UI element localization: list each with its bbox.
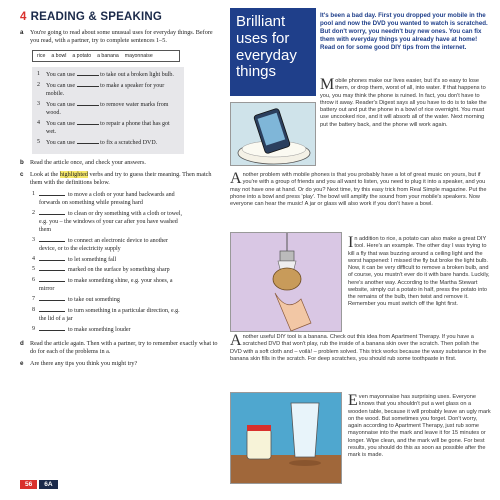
drop-cap: A: [230, 170, 242, 187]
word: rice: [37, 52, 46, 59]
task-label: a: [20, 29, 24, 37]
sentence-item: [37, 101, 179, 118]
definition-item: [32, 326, 182, 335]
sentence-item: [37, 71, 179, 80]
word-box: [32, 50, 180, 63]
answer-blank[interactable]: [39, 307, 65, 312]
sentence-start: You can use: [46, 83, 76, 90]
instruction-end: verbs and try to guess their meaning. Then match them with the definitions below.: [30, 170, 212, 187]
sentence-end: to fix a scratched DVD.: [100, 139, 158, 146]
paragraph-text: nother useful DIY tool is a banana. Check out this idea from Apartment Therapy. If you have a scratched DVD that won't play, rub the inside of a banana skin over the scratch. Then polish the DVD with a soft cloth and – voilà! – problem solved. This trick works because the waxy substance in the banana skin fills in the scratch. For deep scratches, you should rub some toothpaste in first.: [230, 334, 487, 362]
definition-text: to make something shine, e.g. your shoes, a mirror: [39, 278, 173, 293]
item-number: 6: [32, 277, 35, 284]
definition-item: [32, 256, 182, 265]
item-number: 3: [32, 236, 35, 243]
definitions-list: [32, 191, 182, 335]
task-instruction: Read the article again. Then with a partner, try to remember exactly what to do for each of the problems in a.: [30, 339, 218, 355]
word: a potato: [72, 52, 92, 59]
task-label: c: [20, 170, 24, 178]
sentence-end: to remove water marks from wood.: [46, 102, 169, 117]
task-label: d: [20, 339, 24, 347]
item-number: 9: [32, 325, 35, 332]
item-number: 1: [32, 191, 35, 198]
answer-blank[interactable]: [39, 256, 65, 261]
task-label: b: [20, 158, 24, 166]
drop-cap: I: [348, 234, 354, 251]
page-footer: [20, 480, 58, 489]
item-number: 5: [37, 138, 40, 145]
word: a bowl: [51, 52, 67, 59]
definition-item: [32, 237, 182, 254]
item-number: 8: [32, 307, 35, 314]
definition-text: marked on the surface by something sharp: [68, 267, 170, 274]
light-bulb-illustration: [230, 232, 342, 332]
highlighted-word: highlighted: [59, 170, 88, 178]
definition-text: to move a cloth or your hand backwards and forwards on something while pressing hard: [39, 192, 175, 207]
item-number: 4: [37, 119, 40, 126]
section-heading: [20, 10, 220, 25]
article-intro: It's been a bad day. First you dropped your mobile in the pool and now the DVD you wanted to watch is scratched. But don't worry, you needn't buy new ones. You can fix them with everyday things you already have at home! Read on for some good DIY tips from the internet.: [320, 12, 488, 51]
drop-cap: M: [320, 76, 335, 93]
bulb-potato-drawing: [231, 233, 342, 332]
drop-cap: A: [230, 332, 242, 349]
item-number: 5: [32, 266, 35, 273]
sentence-start: You can use: [46, 120, 76, 127]
definition-text: to connect an electronic device to another device, or to the electricity supply: [39, 237, 168, 252]
paragraph-text: nother problem with mobile phones is that you probably have a lot of great music on yours, but if you're with a group of friends and you all want to listen, you need to plug it into a speaker, and you may not have one at hand. Or do you? Next time, try this easy trick from Real Simple magazine. Put the phone into a bowl and press 'play'. The bowl will amplify the sound from your mobile's speakers. Now everyone can hear the music! A jar or glass will also work if you don't have a bowl.: [230, 172, 487, 208]
definition-text: to clean or dry something with a cloth or towel, e.g. you – the windows of your car after you have washed them: [39, 211, 182, 233]
item-number: 2: [32, 210, 35, 217]
task-c: [20, 171, 220, 187]
sentence-start: You can use: [46, 139, 76, 146]
page-number: 56: [20, 480, 37, 489]
task-instruction: [30, 171, 220, 187]
phone-rice-drawing: [231, 103, 316, 166]
definition-item: [32, 307, 182, 324]
task-b: [20, 159, 220, 167]
paragraph-phone-speaker: [230, 172, 492, 208]
drop-cap: E: [348, 392, 358, 409]
item-number: 1: [37, 71, 40, 78]
article-title: Brilliant uses for everyday things: [230, 8, 316, 96]
sentence-start: You can use: [46, 72, 76, 79]
answer-blank[interactable]: [77, 101, 99, 106]
task-instruction: You're going to read about some unusual uses for everyday things. Before you read, with a partner, try to complete sentences 1–5.: [30, 29, 213, 45]
item-number: 4: [32, 255, 35, 262]
task-e: [20, 360, 220, 368]
paragraph-phone-rice: [320, 78, 492, 129]
paragraph-text: obile phones make our lives easier, but it's so easy to lose them, or drop them, worst of all, into water. If that happens to you, you may think the phone is ruined. In fact, you don't have to throw it away. Reader's Digest says all you have to do is to take the battery out and put the phone in a bowl of rice overnight. You must use uncooked rice, and it will absorb all of the water. Next morning put the battery back, and the phone will work again.: [320, 78, 487, 128]
unit-label: 6A: [39, 480, 57, 489]
definition-text: to let something fall: [68, 256, 117, 263]
section-number: 4: [20, 11, 27, 23]
answer-blank[interactable]: [77, 71, 99, 76]
task-d: [20, 340, 220, 356]
paragraph-banana-dvd: [230, 334, 492, 363]
task-label: e: [20, 360, 24, 368]
answer-blank[interactable]: [39, 266, 65, 271]
sentence-end: to take out a broken light bulb.: [100, 72, 174, 79]
sentence-end: to make a speaker for your mobile.: [46, 83, 165, 98]
sentence-item: [37, 82, 179, 99]
mayonnaise-drawing: [231, 393, 342, 484]
paragraph-mayonnaise: [348, 394, 492, 459]
mayonnaise-illustration: [230, 392, 342, 484]
paragraph-text: ven mayonnaise has surprising uses. Everyone knows that you shouldn't put a wet glass on a wooden table, because it will probably leave an ugly mark on the wood. But sometimes you forget. Don't worry, again according to Apartment Therapy, just rub some mayonnaise into the mark and leave it for 15 minutes or longer. Wipe clean, and the mark will be gone. For best results, you should do this as soon as possible after the mark is made.: [348, 394, 491, 459]
definition-text: to turn something in a particular direction, e.g. the lid of a jar: [39, 308, 180, 322]
word: a banana: [97, 52, 119, 59]
answer-blank[interactable]: [77, 120, 99, 125]
definition-item: [32, 277, 182, 294]
instruction-start: Look at the: [30, 170, 60, 178]
sentence-item: [37, 120, 179, 137]
answer-blank[interactable]: [39, 237, 65, 242]
definition-item: [32, 296, 182, 305]
answer-blank[interactable]: [77, 139, 99, 144]
item-number: 2: [37, 82, 40, 89]
task-instruction: Are there any tips you think you might try?: [30, 360, 138, 368]
answer-blank[interactable]: [39, 210, 65, 215]
word: mayonnaise: [124, 52, 153, 59]
sentence-item: [37, 139, 179, 148]
sentence-end: to repair a phone that has got wet.: [46, 120, 170, 135]
answer-blank[interactable]: [39, 296, 65, 301]
paragraph-text: n addition to rice, a potato can also make a great DIY tool. Here's an example. The other day I was trying to kill a fly that was buzzing around a ceiling light and the worst happened: I missed the fly but broke the light bulb. Now, it can be very difficult to remove a broken bulb, and of course, you mustn't ever do it with bare hands. Luckily, here's another way. According to the Martha Stewart website, simply cut a potato in half, press the potato into the remains of the bulb, then twist and remove it. Remember you must switch off the light first.: [348, 236, 490, 308]
sentence-start: You can use: [46, 102, 76, 109]
item-number: 3: [37, 101, 40, 108]
phone-in-rice-illustration: [230, 102, 316, 166]
definition-text: to make something louder: [68, 326, 131, 333]
exercise-column: [20, 10, 220, 372]
definition-item: [32, 210, 182, 235]
answer-blank[interactable]: [39, 326, 65, 331]
answer-blank[interactable]: [77, 82, 99, 87]
task-a: [20, 29, 220, 45]
task-instruction: Read the article once, and check your answers.: [30, 158, 146, 166]
definition-text: to take out something: [68, 297, 120, 304]
answer-blank[interactable]: [39, 191, 65, 196]
item-number: 7: [32, 296, 35, 303]
paragraph-potato-bulb: [348, 236, 492, 309]
definition-item: [32, 191, 182, 208]
answer-blank[interactable]: [39, 277, 65, 282]
section-title: READING & SPEAKING: [30, 11, 163, 23]
definition-item: [32, 266, 182, 275]
sentence-box: [32, 67, 184, 153]
